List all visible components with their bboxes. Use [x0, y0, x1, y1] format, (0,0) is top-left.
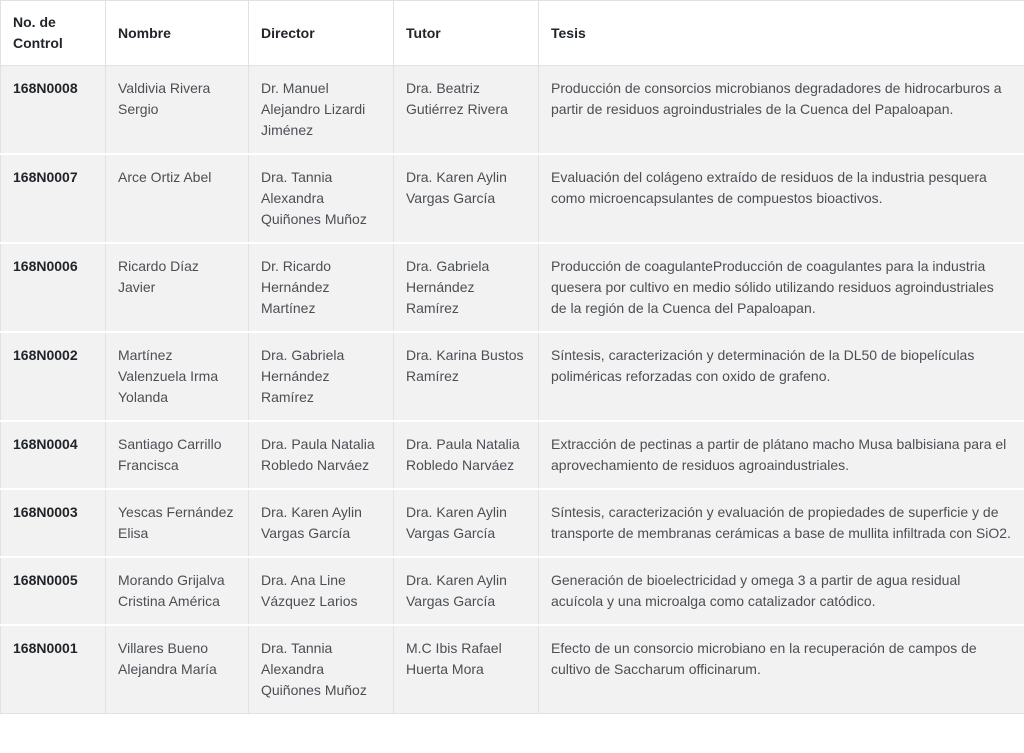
cell-tesis: Producción de consorcios microbianos degradadores de hidrocarburos a partir de residuos agroindustriales de la Cuenca del Papaloapan.: [539, 66, 1024, 155]
column-header-tutor: Tutor: [394, 1, 539, 66]
table-body: [1, 66, 1024, 714]
cell-tutor: Dra. Paula Natalia Robledo Narváez: [394, 421, 539, 489]
cell-tesis: Síntesis, caracterización y evaluación de propiedades de superficie y de transporte de membranas cerámicas a base de mullita infiltrada con SiO2.: [539, 489, 1024, 557]
cell-tesis: Producción de coagulanteProducción de coagulantes para la industria quesera por cultivo en medio sólido utilizando residuos agroindustriales de la región de la Cuenca del Papaloapan.: [539, 243, 1024, 332]
column-header-nombre: Nombre: [106, 1, 249, 66]
cell-tutor: Dra. Karen Aylin Vargas García: [394, 489, 539, 557]
table-row: [1, 625, 1024, 714]
cell-control: 168N0002: [1, 332, 106, 421]
cell-tesis: Efecto de un consorcio microbiano en la recuperación de campos de cultivo de Saccharum officinarum.: [539, 625, 1024, 714]
cell-director: Dra. Karen Aylin Vargas García: [249, 489, 394, 557]
cell-director: Dr. Ricardo Hernández Martínez: [249, 243, 394, 332]
table-header: [1, 1, 1024, 66]
cell-director: Dra. Paula Natalia Robledo Narváez: [249, 421, 394, 489]
cell-control: 168N0008: [1, 66, 106, 155]
cell-tutor: M.C Ibis Rafael Huerta Mora: [394, 625, 539, 714]
cell-tutor: Dra. Beatriz Gutiérrez Rivera: [394, 66, 539, 155]
cell-control: 168N0001: [1, 625, 106, 714]
cell-nombre: Martínez Valenzuela Irma Yolanda: [106, 332, 249, 421]
table-row: [1, 489, 1024, 557]
cell-control: 168N0007: [1, 154, 106, 243]
column-header-tesis: Tesis: [539, 1, 1024, 66]
cell-director: Dr. Manuel Alejandro Lizardi Jiménez: [249, 66, 394, 155]
cell-director: Dra. Gabriela Hernández Ramírez: [249, 332, 394, 421]
table-row: [1, 557, 1024, 625]
cell-tutor: Dra. Karina Bustos Ramírez: [394, 332, 539, 421]
cell-control: 168N0005: [1, 557, 106, 625]
cell-tesis: Evaluación del colágeno extraído de residuos de la industria pesquera como microencapsulantes de compuestos bioactivos.: [539, 154, 1024, 243]
cell-control: 168N0004: [1, 421, 106, 489]
table-row: [1, 243, 1024, 332]
cell-control: 168N0006: [1, 243, 106, 332]
cell-nombre: Morando Grijalva Cristina América: [106, 557, 249, 625]
column-header-control: No. de Control: [1, 1, 106, 66]
cell-director: Dra. Ana Line Vázquez Larios: [249, 557, 394, 625]
cell-nombre: Villares Bueno Alejandra María: [106, 625, 249, 714]
table-row: [1, 66, 1024, 155]
cell-nombre: Valdivia Rivera Sergio: [106, 66, 249, 155]
cell-control: 168N0003: [1, 489, 106, 557]
cell-tutor: Dra. Karen Aylin Vargas García: [394, 154, 539, 243]
cell-tesis: Generación de bioelectricidad y omega 3 a partir de agua residual acuícola y una microalga como catalizador catódico.: [539, 557, 1024, 625]
cell-director: Dra. Tannia Alexandra Quiñones Muñoz: [249, 154, 394, 243]
header-row: [1, 1, 1024, 66]
cell-nombre: Arce Ortiz Abel: [106, 154, 249, 243]
cell-nombre: Ricardo Díaz Javier: [106, 243, 249, 332]
cell-nombre: Santiago Carrillo Francisca: [106, 421, 249, 489]
table-row: [1, 421, 1024, 489]
cell-director: Dra. Tannia Alexandra Quiñones Muñoz: [249, 625, 394, 714]
cell-tutor: Dra. Karen Aylin Vargas García: [394, 557, 539, 625]
table-row: [1, 154, 1024, 243]
cell-tesis: Extracción de pectinas a partir de plátano macho Musa balbisiana para el aprovechamiento de residuos agroaindustriales.: [539, 421, 1024, 489]
column-header-director: Director: [249, 1, 394, 66]
table-row: [1, 332, 1024, 421]
cell-nombre: Yescas Fernández Elisa: [106, 489, 249, 557]
cell-tutor: Dra. Gabriela Hernández Ramírez: [394, 243, 539, 332]
cell-tesis: Síntesis, caracterización y determinación de la DL50 de biopelículas poliméricas reforzadas con oxido de grafeno.: [539, 332, 1024, 421]
